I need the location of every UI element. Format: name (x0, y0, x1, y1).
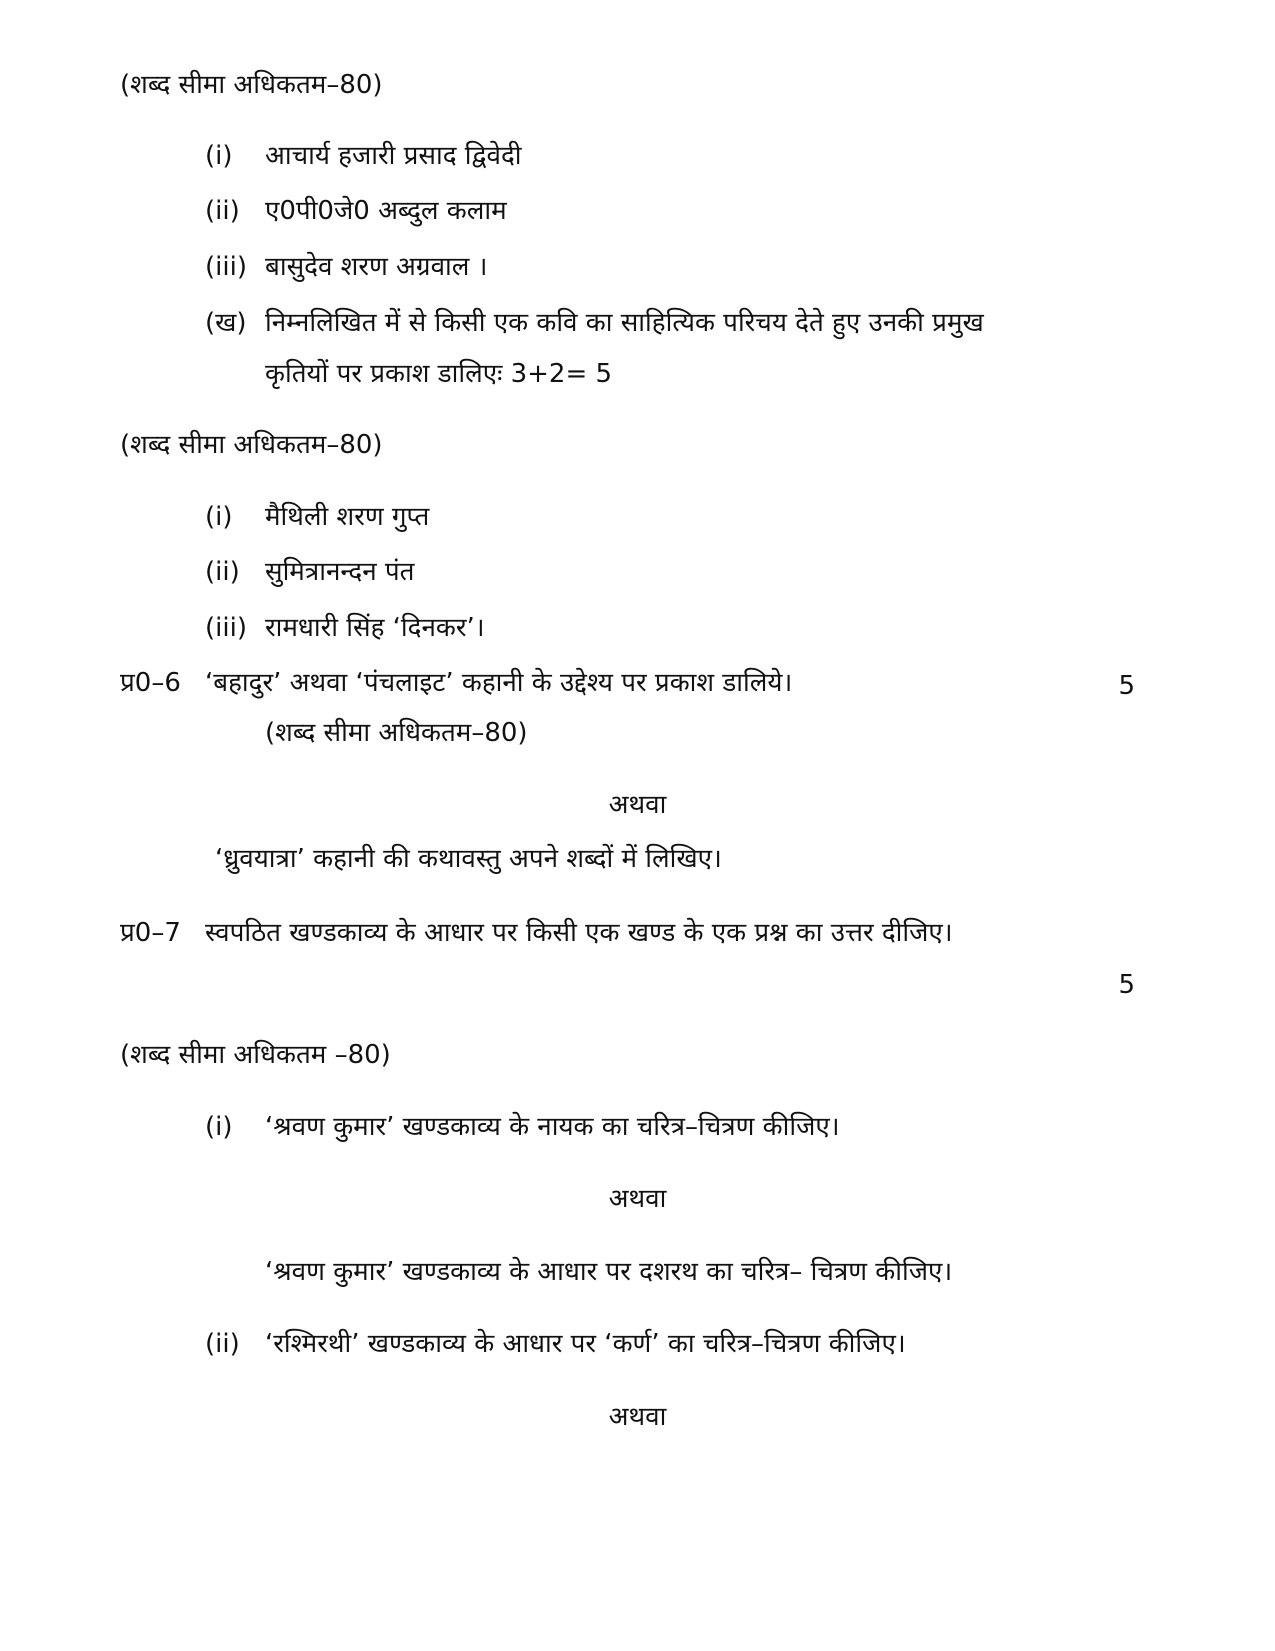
subquestion-label: (i) (205, 1112, 233, 1142)
word-limit-note: (शब्द सीमा अधिकतम–80) (265, 718, 528, 748)
list-item-text: रामधारी सिंह ‘दिनकर’। (265, 613, 485, 643)
subquestion-text: ‘रश्मिरथी’ खण्डकाव्य के आधार पर ‘कर्ण’ का चरित्र–चित्रण कीजिए। (265, 1329, 906, 1359)
question-number: प्र0–7 (120, 918, 181, 948)
list-item-label: (iii) (205, 613, 247, 643)
subquestion-text-continued: कृतियों पर प्रकाश डालिएः 3+2= 5 (265, 359, 613, 389)
list-item-text: आचार्य हजारी प्रसाद द्विवेदी (265, 141, 522, 171)
list-item-label: (i) (205, 141, 233, 171)
list-item-text: बासुदेव शरण अग्रवाल । (265, 252, 488, 282)
word-limit-note: (शब्द सीमा अधिकतम –80) (120, 1040, 391, 1070)
alternative-question-text: ‘ध्रुवयात्रा’ कहानी की कथावस्तु अपने शब्दों में लिखिए। (215, 844, 722, 874)
question-number: प्र0–6 (120, 668, 181, 698)
list-item-label: (i) (205, 502, 233, 532)
question-text: स्वपठित खण्डकाव्य के आधार पर किसी एक खण्ड के एक प्रश्न का उत्तर दीजिए। (205, 918, 953, 948)
alternative-question-text: ‘श्रवण कुमार’ खण्डकाव्य के आधार पर दशरथ का चरित्र– चित्रण कीजिए। (265, 1257, 953, 1287)
subquestion-text: ‘श्रवण कुमार’ खण्डकाव्य के नायक का चरित्र–चित्रण कीजिए। (265, 1112, 840, 1142)
word-limit-note: (शब्द सीमा अधिकतम–80) (120, 430, 383, 460)
list-item-label: (iii) (205, 252, 247, 282)
list-item-label: (ii) (205, 196, 240, 226)
question-marks: 5 (1118, 671, 1135, 701)
or-separator: अथवा (608, 790, 667, 820)
question-marks: 5 (1118, 970, 1135, 1000)
subquestion-label: (ख) (205, 308, 247, 338)
list-item-text: सुमित्रानन्दन पंत (265, 557, 415, 587)
word-limit-note: (शब्द सीमा अधिकतम–80) (120, 70, 383, 100)
list-item-label: (ii) (205, 557, 240, 587)
question-text: ‘बहादुर’ अथवा ‘पंचलाइट’ कहानी के उद्देश्य पर प्रकाश डालिये। (205, 668, 793, 698)
subquestion-text: निम्नलिखित में से किसी एक कवि का साहित्यिक परिचय देते हुए उनकी प्रमुख (265, 308, 984, 338)
list-item-text: ए0पी0जे0 अब्दुल कलाम (265, 196, 507, 226)
or-separator: अथवा (608, 1184, 667, 1214)
list-item-text: मैथिली शरण गुप्त (265, 502, 430, 532)
subquestion-label: (ii) (205, 1329, 240, 1359)
or-separator: अथवा (608, 1402, 667, 1432)
